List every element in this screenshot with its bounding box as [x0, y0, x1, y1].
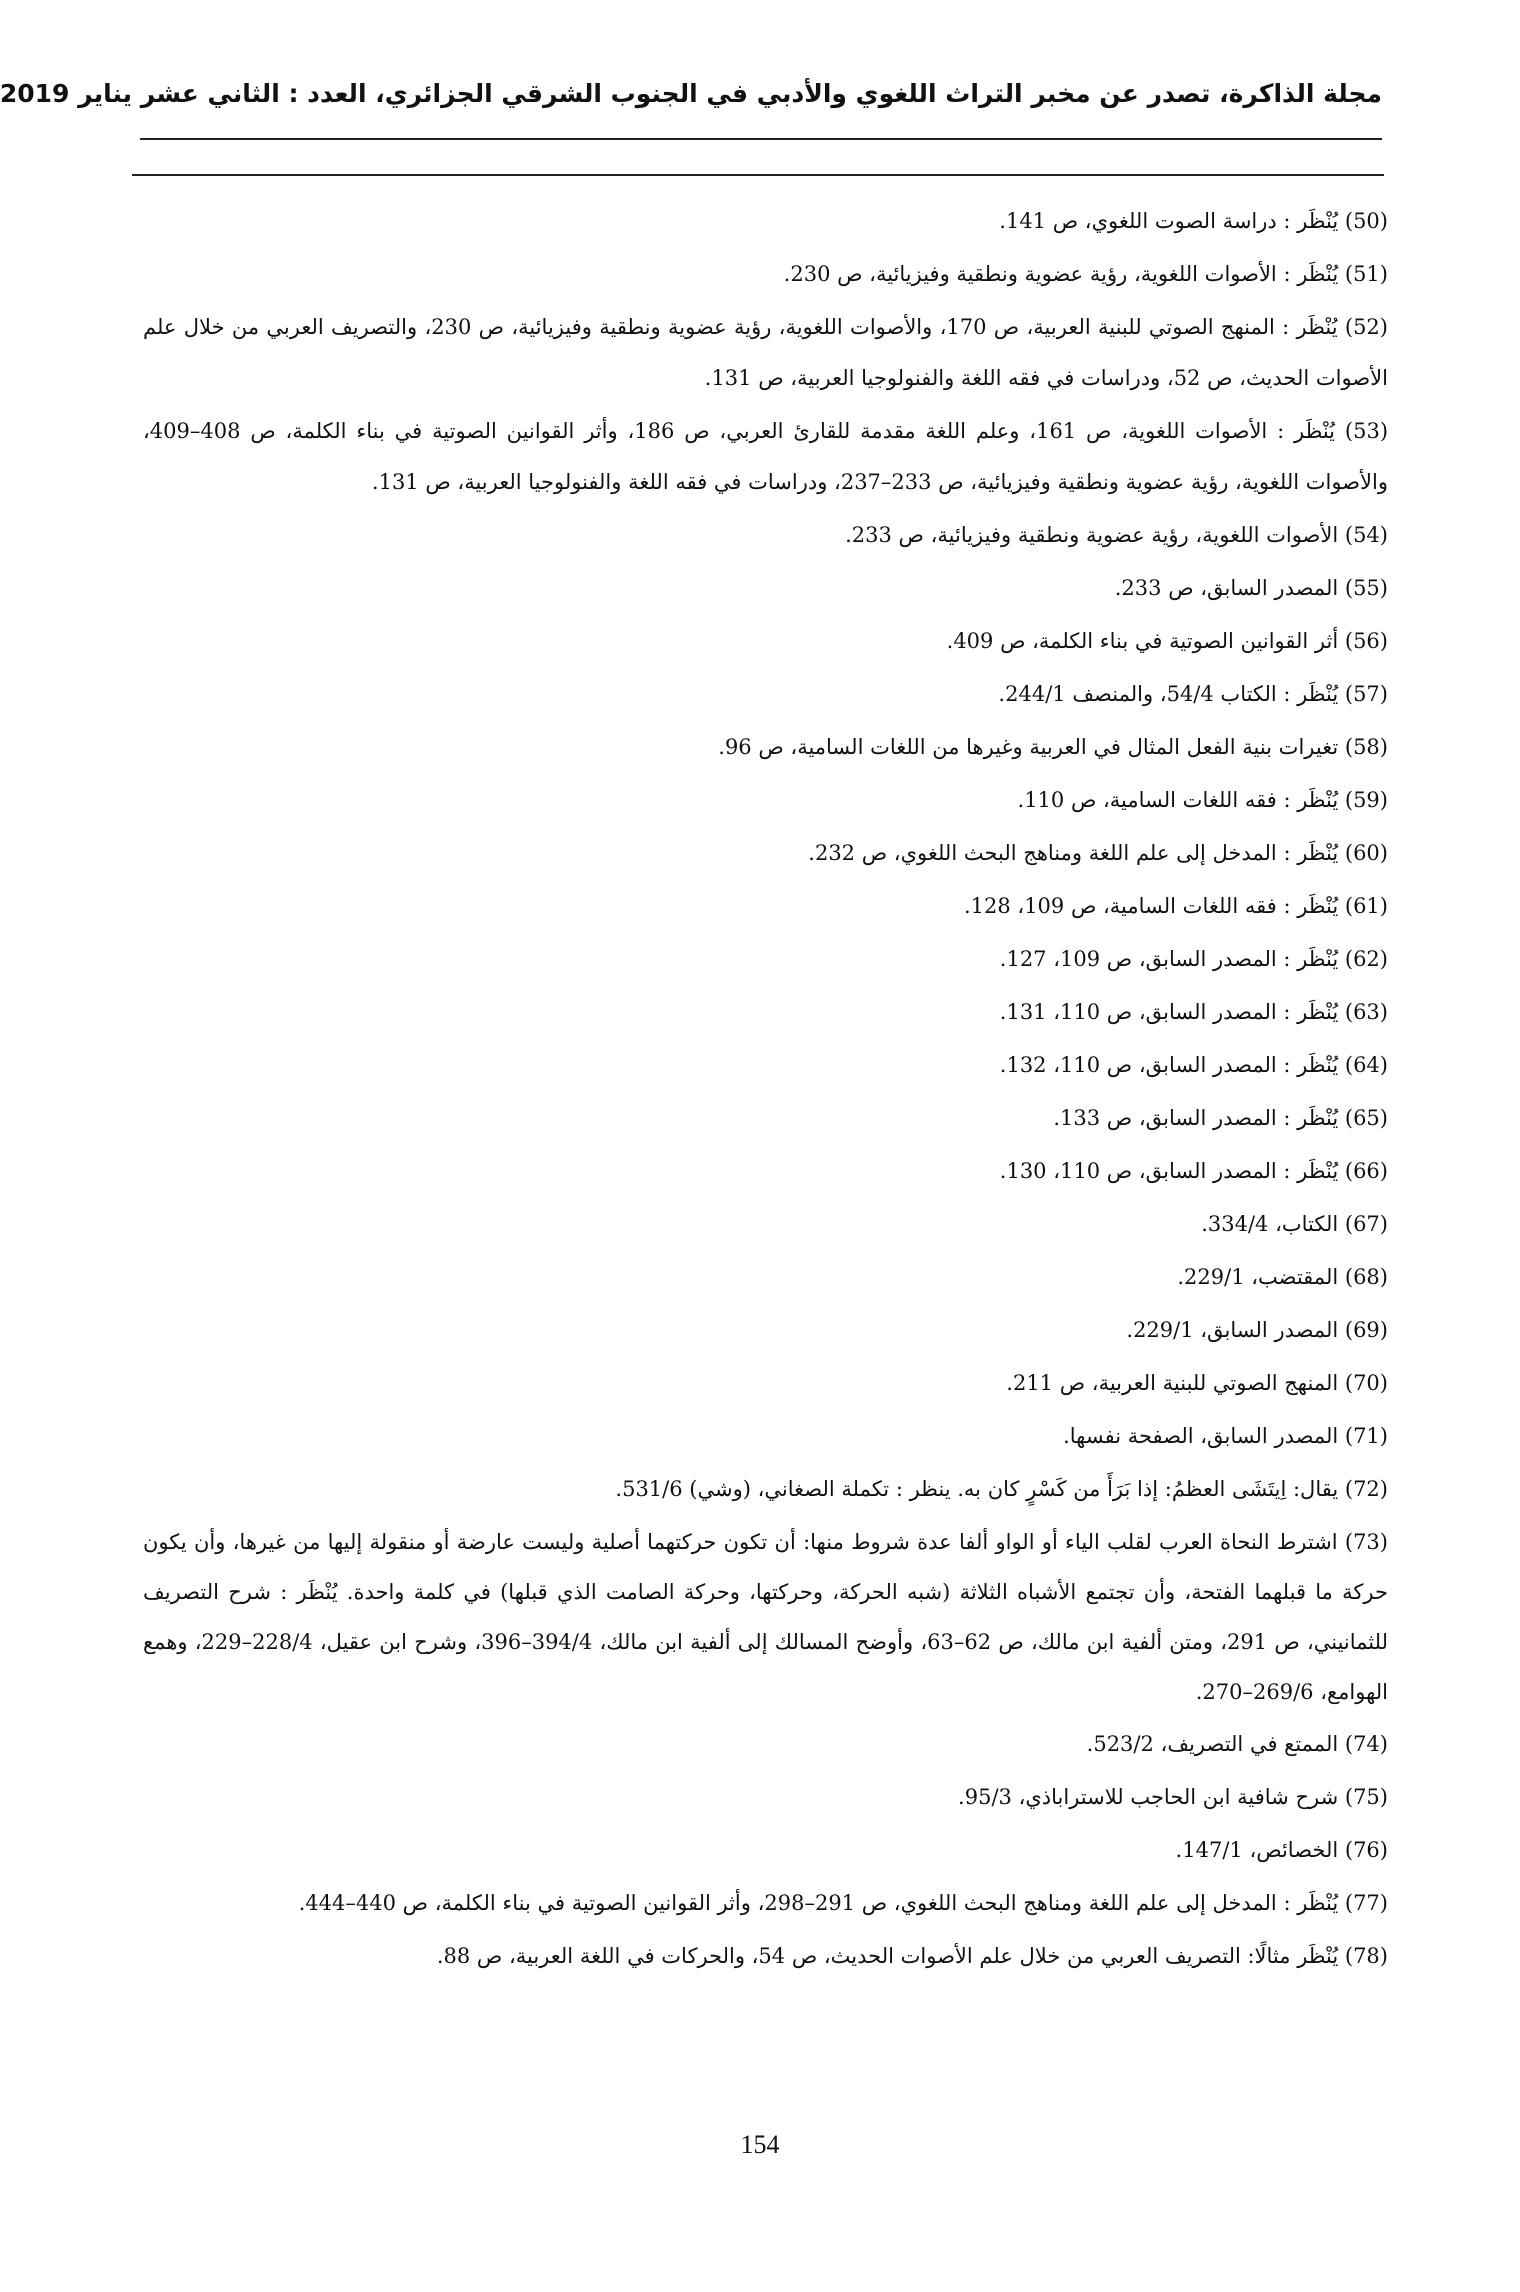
footnote-61: (61) يُنْظَر : فقه اللغات السامية، ص 109، 128. — [963, 894, 1388, 918]
footnote-64: (64) يُنْظَر : المصدر السابق، ص 110، 132. — [999, 1053, 1388, 1077]
footnote-53: (53) يُنْظَر : الأصوات اللغوية، ص 161، وعلم اللغة مقدمة للقارئ العربي، ص 186، وأثر القوانين الصوتية في بناء الكلمة، ص 408–409، والأصوات اللغوية، رؤية عضوية ونطقية وفيزيائية، ص 233–237، ودراسات في فقه اللغة والفنولوجيا العربية، ص 131. — [143, 419, 1389, 494]
footnote-56: (56) أثر القوانين الصوتية في بناء الكلمة، ص 409. — [946, 629, 1388, 653]
footnote-69: (69) المصدر السابق، 229/1. — [1126, 1318, 1388, 1342]
footnote-60: (60) يُنْظَر : المدخل إلى علم اللغة ومناهج البحث اللغوي، ص 232. — [808, 841, 1388, 865]
footnote-55: (55) المصدر السابق، ص 233. — [1114, 576, 1388, 600]
footnote-75: (75) شرح شافية ابن الحاجب للاستراباذي، 95/3. — [958, 1785, 1388, 1809]
footnote-66: (66) يُنْظَر : المصدر السابق، ص 110، 130. — [999, 1159, 1388, 1183]
footnote-50: (50) يُنْظَر : دراسة الصوت اللغوي، ص 141. — [999, 209, 1388, 233]
footnote-67: (67) الكتاب، 334/4. — [1201, 1212, 1388, 1236]
header-divider-top — [140, 138, 1382, 140]
footnote-58: (58) تغيرات بنية الفعل المثال في العربية وغيرها من اللغات السامية، ص 96. — [718, 735, 1388, 759]
footnote-78: (78) يُنْظَر مثالًا: التصريف العربي من خلال علم الأصوات الحديث، ص 54، والحركات في اللغة العربية، ص 88. — [436, 1944, 1388, 1968]
footnote-65: (65) يُنْظَر : المصدر السابق، ص 133. — [1053, 1106, 1388, 1130]
footnote-73: (73) اشترط النحاة العرب لقلب الياء أو الواو ألفا عدة شروط منها: أن تكون حركتهما أصلية وليست عارضة أو منقولة إليها من غيرها، وأن يكون حركة ما قبلهما الفتحة، وأن تجتمع الأشباه الثلاثة (شبه الحركة، وحركتها، وحركة الصامت الذي قبلها) في كلمة واحدة. يُنْظَر : شرح التصريف للثمانيني، ص 291، ومتن ألفية ابن مالك، ص 62–63، وأوضح المسالك إلى ألفية ابن مالك، 394/4–396، وشرح ابن عقيل، 228/4–229، وهمع الهوامع، 269/6–270. — [143, 1530, 1388, 1704]
footnote-77: (77) يُنْظَر : المدخل إلى علم اللغة ومناهج البحث اللغوي، ص 291–298، وأثر القوانين الصوتية في بناء الكلمة، ص 440–444. — [298, 1891, 1388, 1915]
footnote-70: (70) المنهج الصوتي للبنية العربية، ص 211. — [1006, 1371, 1388, 1395]
footnote-72: (72) يقال: اِيتَشَى العظمُ: إذا بَرَأَ من كَسْرٍ كان به. ينظر : تكملة الصغاني، (وشي) 531/6. — [615, 1477, 1388, 1501]
footnote-68: (68) المقتضب، 229/1. — [1177, 1265, 1388, 1289]
footnote-57: (57) يُنْظَر : الكتاب 54/4، والمنصف 244/1. — [998, 682, 1388, 706]
page-number: 154 — [740, 2130, 780, 2159]
footnote-74: (74) الممتع في التصريف، 523/2. — [1086, 1732, 1388, 1756]
footnote-63: (63) يُنْظَر : المصدر السابق، ص 110، 131. — [999, 1000, 1388, 1024]
journal-header: مجلة الذاكرة، تصدر عن مخبر التراث اللغوي والأدبي في الجنوب الشرقي الجزائري، العدد : الثاني عشر يناير 2019 — [0, 79, 1382, 108]
footnote-76: (76) الخصائص، 147/1. — [1175, 1838, 1388, 1862]
footnote-62: (62) يُنْظَر : المصدر السابق، ص 109، 127. — [999, 947, 1388, 971]
footnote-71: (71) المصدر السابق، الصفحة نفسها. — [1063, 1424, 1388, 1448]
footnote-54: (54) الأصوات اللغوية، رؤية عضوية ونطقية وفيزيائية، ص 233. — [845, 523, 1388, 547]
footnote-59: (59) يُنْظَر : فقه اللغات السامية، ص 110. — [1017, 788, 1388, 812]
header-divider-bottom — [132, 174, 1384, 176]
footnote-51: (51) يُنْظَر : الأصوات اللغوية، رؤية عضوية ونطقية وفيزيائية، ص 230. — [783, 262, 1388, 286]
footnotes-list — [143, 196, 1388, 1984]
footnote-52: (52) يُنْظَر : المنهج الصوتي للبنية العربية، ص 170، والأصوات اللغوية، رؤية عضوية ونطقية وفيزيائية، ص 230، والتصريف العربي من خلال علم الأصوات الحديث، ص 52، ودراسات في فقه اللغة والفنولوجيا العربية، ص 131. — [143, 315, 1388, 390]
